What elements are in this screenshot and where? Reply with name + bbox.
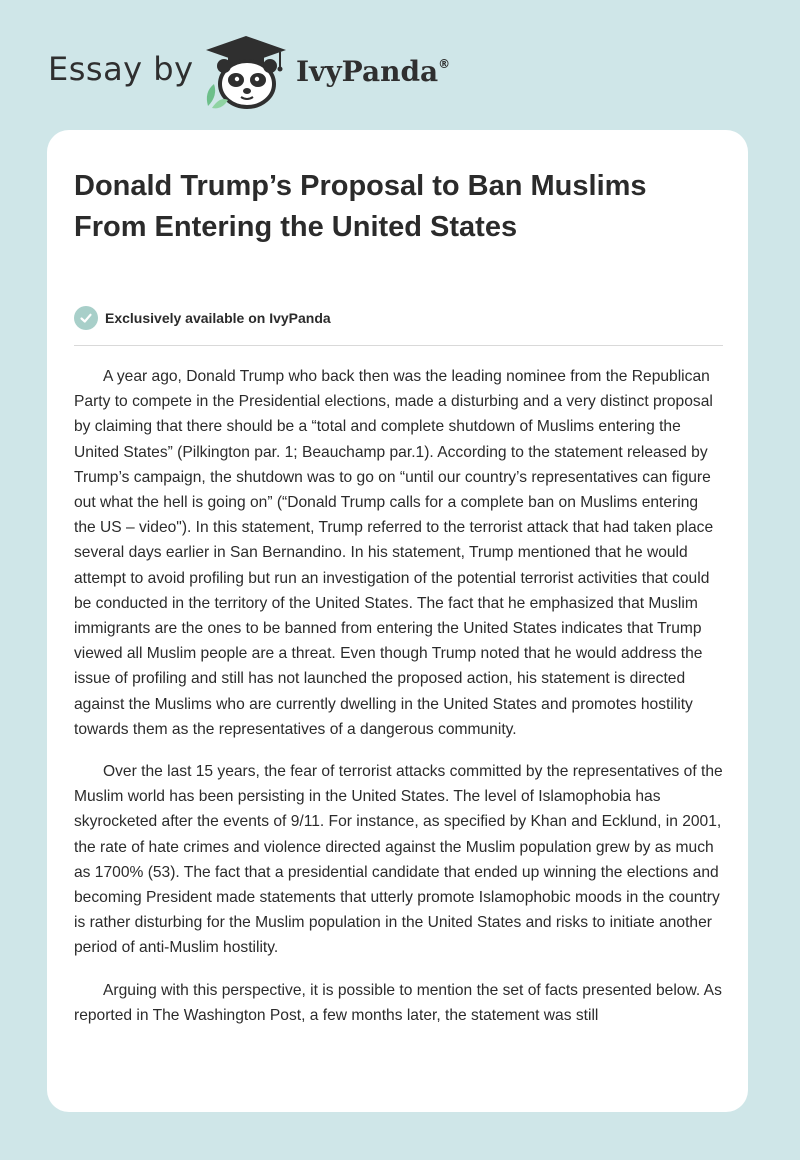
check-circle-icon: [74, 306, 98, 330]
site-header: [0, 0, 800, 130]
exclusive-badge-label: Exclusively available on IvyPanda: [105, 310, 331, 326]
paragraph: Arguing with this perspective, it is possible to mention the set of facts presented below. As reported in The Washington Post, a few months later, the statement was still: [74, 981, 722, 1024]
registered-mark: ®: [438, 57, 451, 71]
panda-logo-icon[interactable]: [198, 34, 294, 110]
brand-text: IvyPanda: [296, 55, 439, 88]
article-body: [74, 364, 724, 1045]
brand-name[interactable]: [296, 55, 450, 88]
exclusive-badge: [74, 305, 331, 331]
divider: [74, 345, 723, 346]
paragraph: Over the last 15 years, the fear of terrorist attacks committed by the representatives of the Muslim world has been persisting in the United States. The level of Islamophobia has skyrocketed after the events of 9/11. For instance, as specified by Khan and Ecklund, in 2001, the rate of hate crimes and violence directed against the Muslim population grew by as much as 1700% (53). The fact that a presidential candidate that ended up winning the elections and becoming President made statements that utterly promote Islamophobic moods in the country is rather disturbing for the Muslim population in the United States and risks to initiate another period of anti-Muslim hostility.: [74, 763, 723, 957]
article-title: Donald Trump’s Proposal to Ban Muslims From Entering the United States: [74, 170, 647, 243]
essay-by-label: Essay by: [48, 50, 194, 88]
article-card: [47, 130, 748, 1112]
paragraph: A year ago, Donald Trump who back then was the leading nominee from the Republican Party to compete in the Presidential elections, made a disturbing and a very distinct proposal by claiming that there should be a “total and complete shutdown of Muslims entering the United States” (Pilkington par. 1; Beauchamp par.1). According to the statement released by Trump’s campaign, the shutdown was to go on “until our country’s representatives can figure out what the hell is going on” (“Donald Trump calls for a complete ban on Muslims entering the US – video"). In this statement, Trump referred to the terrorist attack that had taken place several days earlier in San Bernandino. In his statement, Trump mentioned that he would attempt to avoid profiling but run an investigation of the potential terrorist activities that could be conducted in the territory of the United States. The fact that he emphasized that Muslim immigrants are the ones to be banned from entering the United States indicates that Trump viewed all Muslim people are a threat. Even though Trump noted that he would address the issue of profiling and still has not launched the proposed action, his statement is directed against the Muslims who are currently dwelling in the United States and promotes hostility towards them as the representatives of a dangerous community.: [74, 368, 714, 738]
